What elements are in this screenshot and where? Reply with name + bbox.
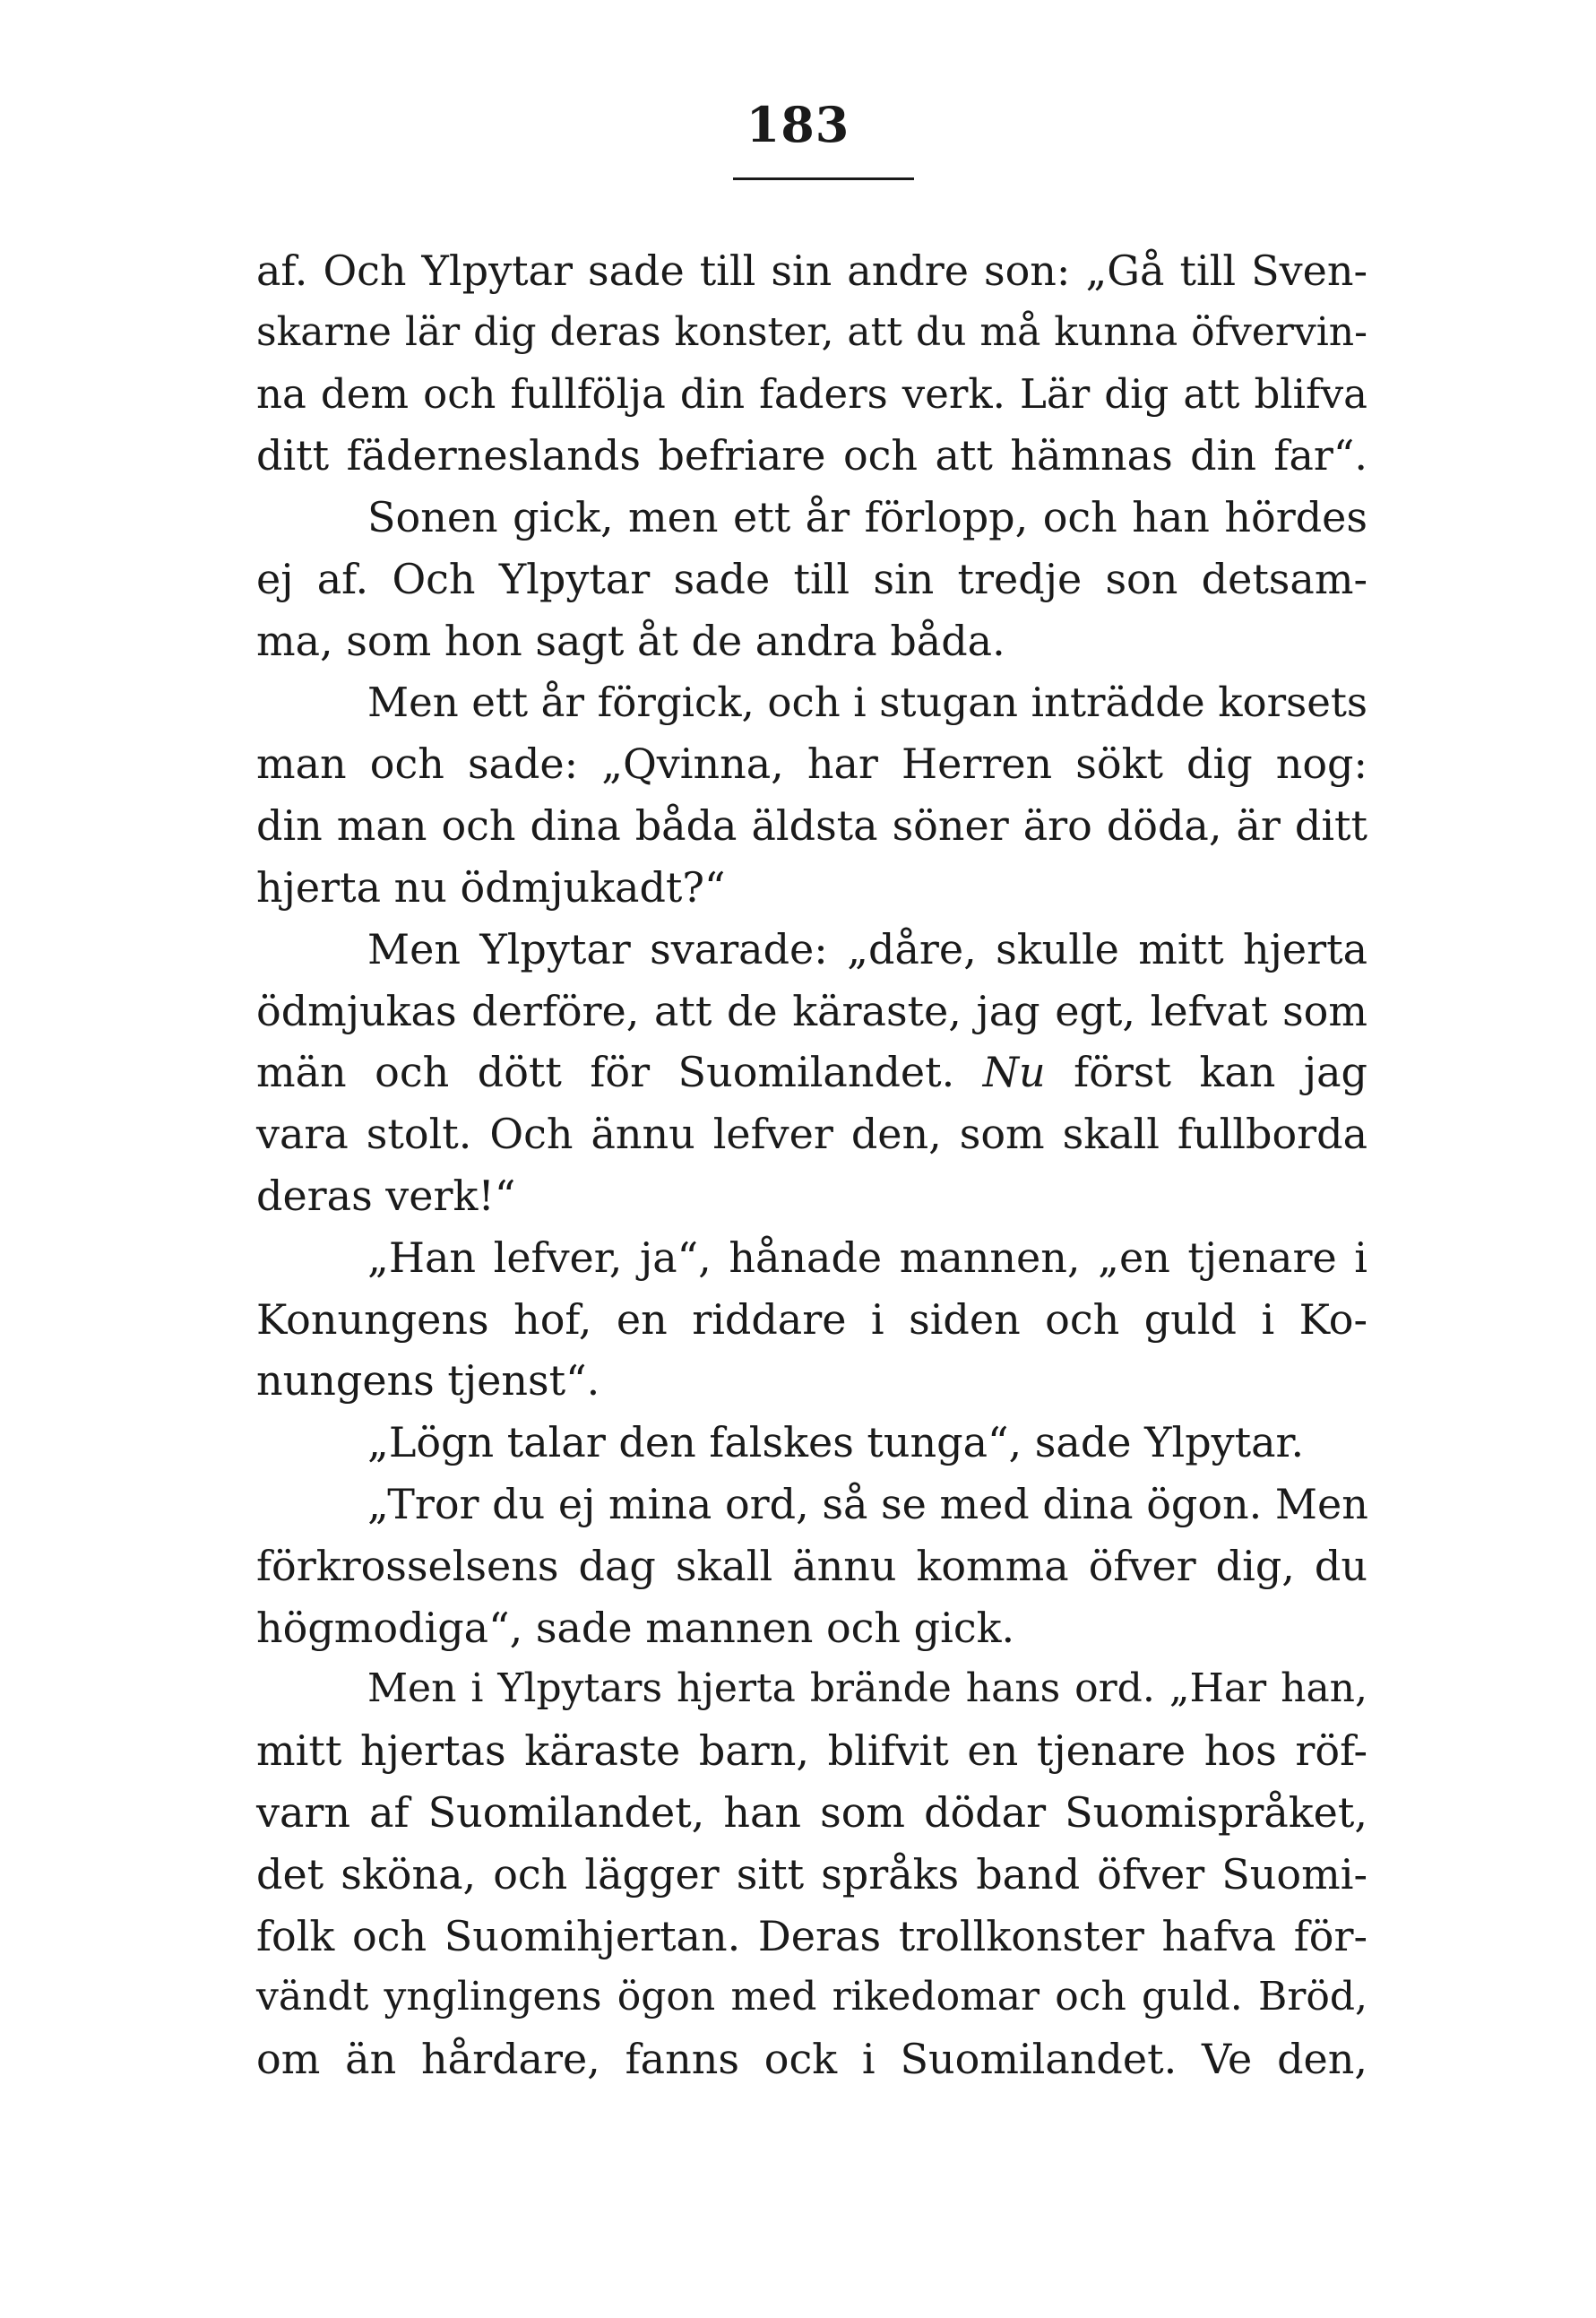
text-line: mitt hjertas käraste barn, blifvit en tjenare hos röf- [256,1726,1367,1776]
text-line: Sonen gick, men ett år förlopp, och han hördes [367,493,1367,542]
text-line: hjerta nu ödmjukadt?“ [256,862,726,912]
emphasized-word: Nu [982,1048,1046,1097]
text-line: skarne lär dig deras konster, att du må kunna öfvervin- [256,308,1367,355]
text-line: „Han lefver, ja“, hånade mannen, „en tjenare i [367,1233,1367,1282]
text-line: vändt ynglingens ögon med rikedomar och guld. Bröd, [256,1974,1367,2020]
page-number: 183 [746,96,850,153]
text-line: vara stolt. Och ännu lefver den, som skall fullborda [256,1110,1367,1159]
text-line: „Lögn talar den falskes tunga“, sade Ylpytar. [367,1418,1305,1467]
text-line: af. Och Ylpytar sade till sin andre son: „Gå till Sven- [256,247,1367,295]
text-line: ödmjukas derföre, att de käraste, jag egt, lefvat som [256,986,1367,1035]
text-line: „Tror du ej mina ord, så se med dina ögon. Men [367,1479,1368,1528]
text-line: Men ett år förgick, och i stugan inträdde korsets [367,678,1367,726]
text-line: ma, som hon sagt åt de andra båda. [256,616,1005,665]
text-line: Konungens hof, en riddare i siden och guld i Ko- [256,1294,1367,1344]
text-line: deras verk!“ [256,1171,516,1220]
text-line [256,1042,1367,1103]
text-line: förkrosselsens dag skall ännu komma öfver dig, du [256,1541,1367,1590]
text-line: nungens tjenst“. [256,1356,600,1406]
text-line: din man och dina båda äldsta söner äro döda, är ditt [256,801,1367,851]
text-line: man och sade: „Qvinna, har Herren sökt dig nog: [256,740,1367,789]
text-segment: först kan jag [1045,1048,1368,1097]
text-line: högmodiga“, sade mannen och gick. [256,1603,1015,1652]
text-line: ej af. Och Ylpytar sade till sin tredje son detsam- [256,554,1367,603]
body-text [256,240,1367,2090]
text-line: om än hårdare, fanns ock i Suomilandet. Ve den, [256,2035,1367,2084]
text-line: varn af Suomilandet, han som dödar Suomispråket, [256,1787,1367,1837]
text-line: det sköna, och lägger sitt språks band öfver Suomi- [256,1849,1367,1899]
text-line: Men i Ylpytars hjerta brände hans ord. „Har han, [367,1665,1367,1712]
text-segment: män och dött för Suomilandet. [256,1048,983,1097]
text-line: Men Ylpytar svarade: „dåre, skulle mitt hjerta [367,924,1367,973]
header-rule [733,177,914,180]
text-line: ditt fäderneslands befriare och att hämnas din far“. [256,431,1367,480]
text-line: folk och Suomihjertan. Deras trollkonster hafva för- [256,1911,1367,1960]
text-line: na dem och fullfölja din faders verk. Lär dig att blifva [256,369,1367,418]
